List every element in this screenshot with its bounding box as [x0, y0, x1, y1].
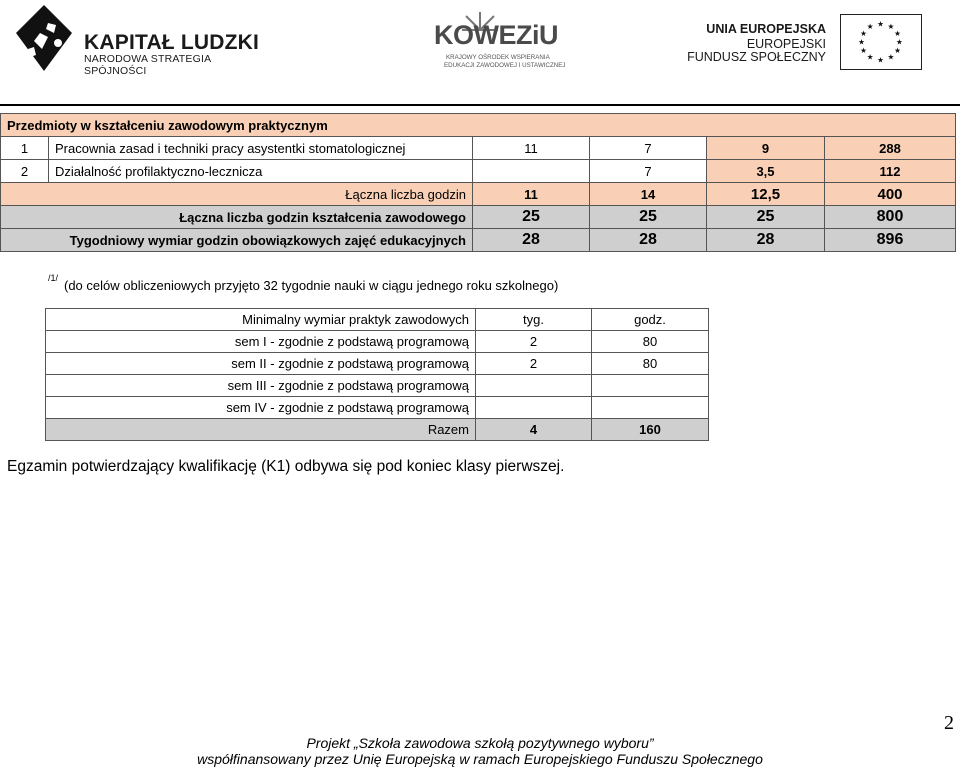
total-cell: 400: [825, 183, 956, 206]
weeks-cell: [476, 397, 592, 419]
sum-label: Razem: [46, 419, 476, 441]
total-cell: 11: [473, 183, 590, 206]
hours-cell: 7: [590, 137, 707, 160]
subject-name: Działalność profilaktyczno-lecznicza: [49, 160, 473, 183]
subject-name: Pracownia zasad i techniki pracy asystentki stomatologicznej: [49, 137, 473, 160]
svg-text:★: ★: [894, 45, 901, 55]
practice-sum-row: [46, 419, 709, 441]
weekly-cell: 28: [707, 229, 825, 252]
table-row: [1, 137, 956, 160]
weeks-cell: [476, 375, 592, 397]
table-row: [46, 353, 709, 375]
weekly-cell: 896: [825, 229, 956, 252]
vocational-cell: 800: [825, 206, 956, 229]
hours-cell: 80: [592, 353, 709, 375]
section-header-row: [1, 114, 956, 137]
svg-text:★: ★: [896, 37, 903, 47]
total-hours-row: [1, 183, 956, 206]
hours-cell: [592, 397, 709, 419]
eu-subtitle-2: FUNDUSZ SPOŁECZNY: [687, 50, 826, 64]
total-hours-cell: 288: [825, 137, 956, 160]
section-title: Przedmioty w kształceniu zawodowym praktycznym: [1, 114, 956, 137]
kapital-ludzki-emblem-icon: [14, 3, 76, 73]
kowezu-subtitle-2: EDUKACJI ZAWODOWEJ I USTAWICZNEJ: [444, 62, 566, 69]
semester-label: sem III - zgodnie z podstawą programową: [46, 375, 476, 397]
weeks-header: tyg.: [476, 309, 592, 331]
weekly-total-label: Tygodniowy wymiar godzin obowiązkowych zajęć edukacyjnych: [1, 229, 473, 252]
vocational-cell: 25: [707, 206, 825, 229]
total-hours-cell: 112: [825, 160, 956, 183]
vocational-total-row: [1, 206, 956, 229]
weekly-total-cell: 9: [707, 137, 825, 160]
table-row: [46, 397, 709, 419]
hours-cell: [473, 160, 590, 183]
svg-text:★: ★: [877, 55, 884, 65]
practice-table: [45, 308, 709, 441]
exam-note: Egzamin potwierdzający kwalifikację (K1) odbywa się pod koniec klasy pierwszej.: [7, 458, 565, 475]
weekly-cell: 28: [590, 229, 707, 252]
svg-text:★: ★: [887, 52, 895, 62]
semester-label: sem I - zgodnie z podstawą programową: [46, 331, 476, 353]
vocational-cell: 25: [473, 206, 590, 229]
eu-logo: [687, 12, 930, 72]
vocational-cell: 25: [590, 206, 707, 229]
row-index: 1: [1, 137, 49, 160]
table-row: [46, 375, 709, 397]
vocational-total-label: Łączna liczba godzin kształcenia zawodowego: [1, 206, 473, 229]
footer-line-2: współfinansowany przez Unię Europejską w ramach Europejskiego Funduszu Społecznego: [197, 751, 763, 767]
weeks-cell: 2: [476, 353, 592, 375]
kapital-ludzki-subtitle: NARODOWA STRATEGIA SPÓJNOŚCI: [84, 53, 211, 77]
footnote-text: (do celów obliczeniowych przyjęto 32 tygodnie nauki w ciągu jednego roku szkolnego): [64, 278, 559, 293]
svg-text:★: ★: [860, 28, 867, 38]
weekly-total-row: [1, 229, 956, 252]
footnote-mark: /1/: [48, 273, 59, 283]
weekly-cell: 28: [473, 229, 590, 252]
hours-header: godz.: [592, 309, 709, 331]
vocational-subjects-table: [0, 113, 956, 252]
hours-sum: 160: [592, 419, 709, 441]
total-cell: 14: [590, 183, 707, 206]
practice-header-label: Minimalny wymiar praktyk zawodowych: [46, 309, 476, 331]
weeks-sum: 4: [476, 419, 592, 441]
semester-label: sem IV - zgodnie z podstawą programową: [46, 397, 476, 419]
kapital-ludzki-logo: [14, 3, 264, 77]
kapital-ludzki-title: KAPITAŁ LUDZKI: [84, 31, 260, 54]
header-divider: [0, 104, 960, 106]
svg-text:★: ★: [894, 28, 901, 38]
hours-cell: 11: [473, 137, 590, 160]
svg-text:★: ★: [877, 19, 884, 29]
kowezu-logo: [432, 10, 572, 72]
svg-text:★: ★: [887, 22, 895, 32]
hours-cell: [592, 375, 709, 397]
practice-header-row: [46, 309, 709, 331]
eu-flag-icon: [840, 14, 922, 70]
table-row: [46, 331, 709, 353]
svg-text:★: ★: [858, 37, 865, 47]
row-index: 2: [1, 160, 49, 183]
kowezu-wordmark: KOWEZiU: [434, 20, 558, 50]
footer-line-1: Projekt „Szkoła zawodowa szkołą pozytywnego wyboru”: [306, 735, 654, 751]
page-number: 2: [944, 712, 954, 734]
svg-text:★: ★: [866, 22, 874, 32]
svg-text:★: ★: [860, 45, 867, 55]
weeks-cell: 2: [476, 331, 592, 353]
table-row: [1, 160, 956, 183]
hours-cell: 7: [590, 160, 707, 183]
weekly-total-cell: 3,5: [707, 160, 825, 183]
eu-subtitle-1: EUROPEJSKI: [746, 37, 826, 51]
hours-cell: 80: [592, 331, 709, 353]
total-cell: 12,5: [707, 183, 825, 206]
svg-text:★: ★: [866, 52, 874, 62]
semester-label: sem II - zgodnie z podstawą programową: [46, 353, 476, 375]
kowezu-subtitle-1: KRAJOWY OŚRODEK WSPIERANIA: [446, 54, 550, 61]
eu-title: UNIA EUROPEJSKA: [706, 22, 826, 36]
total-hours-label: Łączna liczba godzin: [1, 183, 473, 206]
